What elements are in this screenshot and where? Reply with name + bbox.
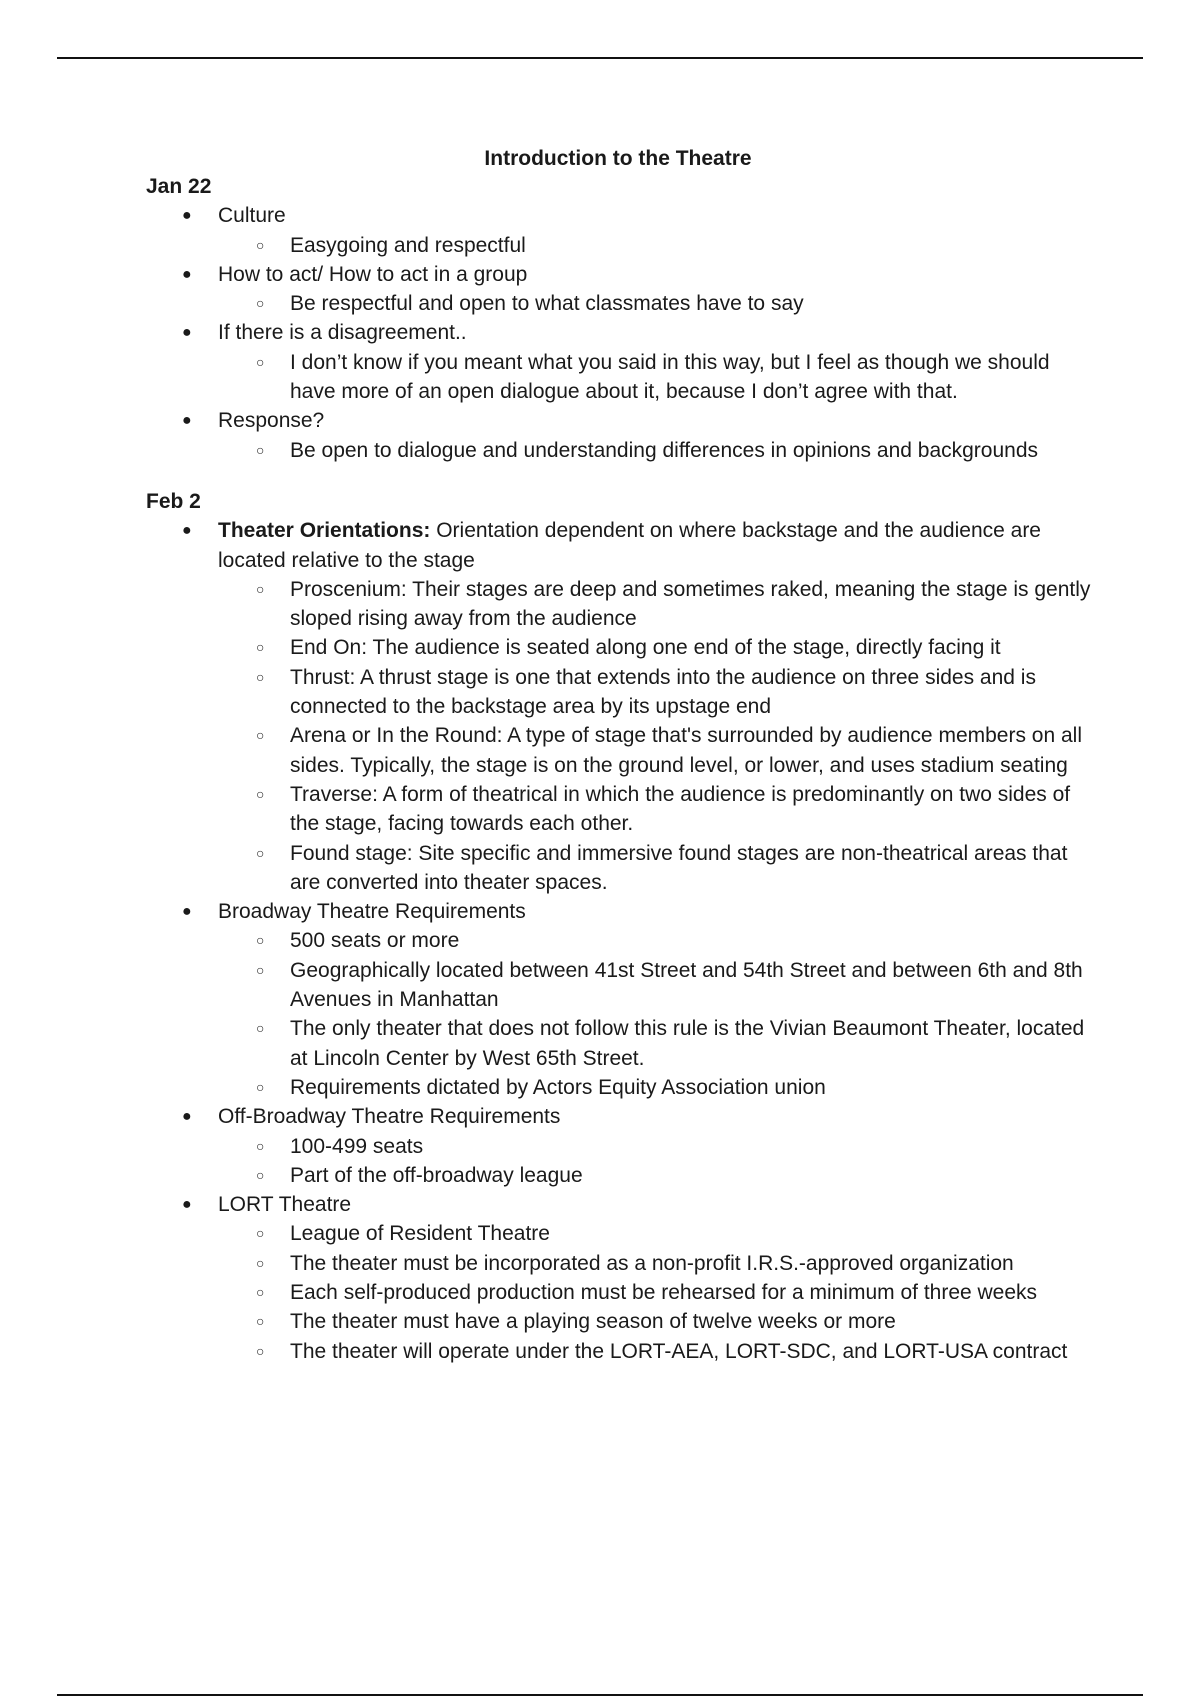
list-item: ● Culture ○ Easygoing and respectful	[218, 201, 1096, 260]
bullet-circle-icon: ○	[256, 236, 265, 253]
bullet-dot-icon: ●	[182, 265, 192, 283]
list-item: ● If there is a disagreement.. ○ I don’t know if you meant what you said in this way, but I feel as though we should have more of an open dialogue about it, because I don’t agree with that.	[218, 318, 1096, 406]
list-item: ● LORT Theatre ○ League of Resident Theatre ○ The theater must be incorporated as a non-profit I.R.S.-approved organization ○ Each self-produced production must be rehearsed for a minimum of three weeks ○ The theater must have a playing season of twelve weeks or more ○ The theater will operate under the LORT-AEA, LORT-SDC, and LORT-USA contract	[218, 1190, 1096, 1366]
top-rule	[57, 57, 1143, 59]
sub-list-item: ○ Proscenium: Their stages are deep and sometimes raked, meaning the stage is gently sloped rising away from the audience	[290, 575, 1096, 634]
bullet-dot-icon: ●	[182, 522, 192, 540]
sub-list-item: ○ The theater will operate under the LORT-AEA, LORT-SDC, and LORT-USA contract	[290, 1337, 1096, 1366]
bullet-circle-icon: ○	[256, 580, 265, 597]
sub-list-item: ○ The theater must have a playing season of twelve weeks or more	[290, 1307, 1096, 1336]
sub-list-item: ○ Geographically located between 41st Street and 54th Street and between 6th and 8th Avenues in Manhattan	[290, 956, 1096, 1015]
sub-bullet-list	[218, 348, 1096, 407]
section-jan-22	[146, 172, 1096, 465]
sub-list-item: ○ Traverse: A form of theatrical in which the audience is predominantly on two sides of the stage, facing towards each other.	[290, 780, 1096, 839]
bullet-circle-icon: ○	[256, 932, 265, 949]
section-date: Jan 22	[146, 175, 212, 198]
list-item: ● Response? ○ Be open to dialogue and understanding differences in opinions and backgrounds	[218, 406, 1096, 465]
bullet-circle-icon: ○	[256, 1254, 265, 1271]
sub-list-item: ○ Each self-produced production must be rehearsed for a minimum of three weeks	[290, 1278, 1096, 1307]
sub-list-item: ○ League of Resident Theatre	[290, 1219, 1096, 1248]
sub-list-item: ○ The only theater that does not follow this rule is the Vivian Beaumont Theater, located at Lincoln Center by West 65th Street.	[290, 1014, 1096, 1073]
sub-bullet-list	[218, 575, 1096, 897]
list-item: ● Broadway Theatre Requirements ○ 500 seats or more ○ Geographically located between 41st Street and 54th Street and between 6th and 8th Avenues in Manhattan ○ The only theater that does not follow this rule is the Vivian Beaumont Theater, located at Lincoln Center by West 65th Street. ○ Requirements dictated by Actors Equity Association union	[218, 897, 1096, 1102]
bullet-circle-icon: ○	[256, 1166, 265, 1183]
bullet-circle-icon: ○	[256, 295, 265, 312]
sub-list-item: ○ Be open to dialogue and understanding differences in opinions and backgrounds	[290, 436, 1096, 465]
bullet-dot-icon: ●	[182, 1108, 192, 1126]
bullet-circle-icon: ○	[256, 1020, 265, 1037]
list-item: ● Theater Orientations: Orientation dependent on where backstage and the audience are located relative to the stage ○ Proscenium: Their stages are deep and sometimes raked, meaning the stage is gently sloped rising away from the audience ○ End On: The audience is seated along one end of the stage, directly facing it ○ Thrust: A thrust stage is one that extends into the audience on three sides and is connected to the backstage area by its upstage end ○ Arena or In the Round: A type of stage that's surrounded by audience members on all sides. Typically, the stage is on the ground level, or lower, and uses stadium seating ○ Traverse: A form of theatrical in which the audience is predominantly on two sides of the stage, facing towards each other. ○ Found stage: Site specific and immersive found stages are non-theatrical areas that are converted into theater spaces.	[218, 516, 1096, 897]
sub-bullet-list	[218, 231, 1096, 260]
section-date: Feb 2	[146, 489, 201, 513]
sub-list-item: ○ 500 seats or more	[290, 926, 1096, 955]
bullet-dot-icon: ●	[182, 324, 192, 342]
sub-list-item: ○ Requirements dictated by Actors Equity Association union	[290, 1073, 1096, 1102]
bullet-circle-icon: ○	[256, 1225, 265, 1242]
sub-list-item: ○ I don’t know if you meant what you said in this way, but I feel as though we should have more of an open dialogue about it, because I don’t agree with that.	[290, 348, 1096, 407]
sub-list-item: ○ End On: The audience is seated along one end of the stage, directly facing it	[290, 633, 1096, 662]
section-feb-2	[146, 487, 1096, 1366]
list-item: ● How to act/ How to act in a group ○ Be respectful and open to what classmates have to say	[218, 260, 1096, 319]
bullet-circle-icon: ○	[256, 1078, 265, 1095]
bullet-circle-icon: ○	[256, 1313, 265, 1330]
bullet-list	[146, 516, 1096, 1366]
sub-list-item: ○ Thrust: A thrust stage is one that extends into the audience on three sides and is connected to the backstage area by its upstage end	[290, 663, 1096, 722]
bullet-dot-icon: ●	[182, 207, 192, 225]
document-title: Introduction to the Theatre	[484, 147, 752, 170]
sub-bullet-list	[218, 289, 1096, 318]
bullet-circle-icon: ○	[256, 727, 265, 744]
bullet-list	[146, 201, 1096, 465]
sub-bullet-list	[218, 1219, 1096, 1365]
sub-bullet-list	[218, 1132, 1096, 1191]
bullet-circle-icon: ○	[256, 1342, 265, 1359]
bullet-dot-icon: ●	[182, 1196, 192, 1214]
bullet-dot-icon: ●	[182, 903, 192, 921]
bullet-dot-icon: ●	[182, 412, 192, 430]
bullet-circle-icon: ○	[256, 441, 265, 458]
bullet-circle-icon: ○	[256, 1137, 265, 1154]
bottom-rule	[57, 1694, 1143, 1696]
document-content	[146, 172, 1096, 1366]
sub-list-item: ○ Found stage: Site specific and immersive found stages are non-theatrical areas that are converted into theater spaces.	[290, 839, 1096, 898]
bullet-circle-icon: ○	[256, 1283, 265, 1300]
list-item: ● Off-Broadway Theatre Requirements ○ 100-499 seats ○ Part of the off-broadway league	[218, 1102, 1096, 1190]
bullet-circle-icon: ○	[256, 785, 265, 802]
sub-list-item: ○ Arena or In the Round: A type of stage that's surrounded by audience members on all sides. Typically, the stage is on the ground level, or lower, and uses stadium seating	[290, 721, 1096, 780]
bullet-circle-icon: ○	[256, 961, 265, 978]
bullet-circle-icon: ○	[256, 353, 265, 370]
sub-list-item: ○ Part of the off-broadway league	[290, 1161, 1096, 1190]
bullet-circle-icon: ○	[256, 668, 265, 685]
sub-list-item: ○ Easygoing and respectful	[290, 231, 1096, 260]
sub-list-item: ○ Be respectful and open to what classmates have to say	[290, 289, 1096, 318]
item-lead: Theater Orientations:	[218, 519, 431, 543]
bullet-circle-icon: ○	[256, 639, 265, 656]
sub-bullet-list	[218, 926, 1096, 1102]
bullet-circle-icon: ○	[256, 844, 265, 861]
sub-list-item: ○ The theater must be incorporated as a non-profit I.R.S.-approved organization	[290, 1249, 1096, 1278]
sub-bullet-list	[218, 436, 1096, 465]
sub-list-item: ○ 100-499 seats	[290, 1132, 1096, 1161]
